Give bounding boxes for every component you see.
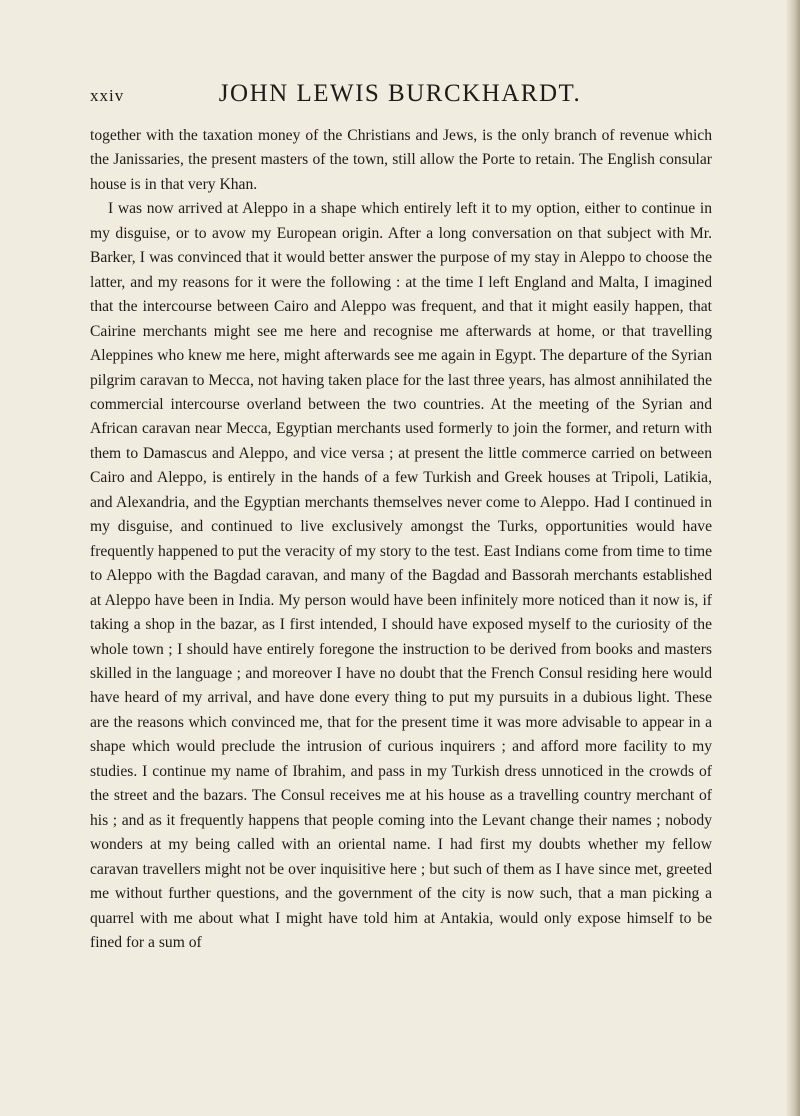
paragraph: together with the taxation money of the Christians and Jews, is the only branch of revenue which the Janissaries, the present masters of the town, still allow the Porte to retain. The English consular house is in that very Khan. [90, 127, 712, 193]
page-header [90, 80, 710, 112]
page-edge-shadow [786, 0, 800, 1116]
page-number: xxiv [90, 86, 125, 105]
body-text [90, 124, 712, 955]
paragraph: I was now arrived at Aleppo in a shape which entirely left it to my option, either to continue in my disguise, or to avow my European origin. After a long conversation on that subject with Mr. Barker, I was convinced that it would better answer the purpose of my stay in Aleppo to choose the latter, and my reasons for it were the following : at the time I left England and Malta, I imagined that the intercourse between Cairo and Aleppo was frequent, and that it might easily happen, that Cairine merchants might see me here and recognise me afterwards at home, or that travelling Aleppines who knew me here, might afterwards see me again in Egypt. The departure of the Syrian pilgrim caravan to Mecca, not having taken place for the last three years, has almost annihilated the commercial intercourse overland between the two countries. At the meeting of the Syrian and African caravan near Mecca, Egyptian merchants used formerly to join the former, and return with them to Damascus and Aleppo, and vice versa ; at present the little commerce carried on between Cairo and Aleppo, is entirely in the hands of a few Turkish and Greek houses at Tripoli, Latikia, and Alexandria, and the Egyptian merchants themselves never come to Aleppo. Had I continued in my disguise, and continued to live exclusively amongst the Turks, opportunities would have frequently happened to put the veracity of my story to the test. East Indians come from time to time to Aleppo with the Bagdad caravan, and many of the Bagdad and Bassorah merchants established at Aleppo have been in India. My person would have been infinitely more noticed than it now is, if taking a shop in the bazar, as I first intended, I should have exposed myself to the curiosity of the whole town ; I should have entirely foregone the instruction to be derived from books and masters skilled in the language ; and moreover I have no doubt that the French Consul residing here would have heard of my arrival, and have done every thing to put my pursuits in a dubious light. These are the reasons which convinced me, that for the present time it was more advisable to appear in a shape which would preclude the intrusion of curious inquirers ; and afford more facility to my studies. I continue my name of Ibrahim, and pass in my Turkish dress unnoticed in the crowds of the street and the bazars. The Consul receives me at his house as a travelling country merchant of his ; and as it frequently happens that people coming into the Levant change their names ; nobody wonders at my being called with an oriental name. I had first my doubts whether my fellow caravan travellers might not be over inquisitive here ; but such of them as I have since met, greeted me without further questions, and the government of the city is now such, that a man picking a quarrel with me about what I might have told him at Antakia, would only expose himself to be fined for a sum of [90, 200, 712, 951]
running-head: JOHN LEWIS BURCKHARDT. [218, 80, 582, 107]
